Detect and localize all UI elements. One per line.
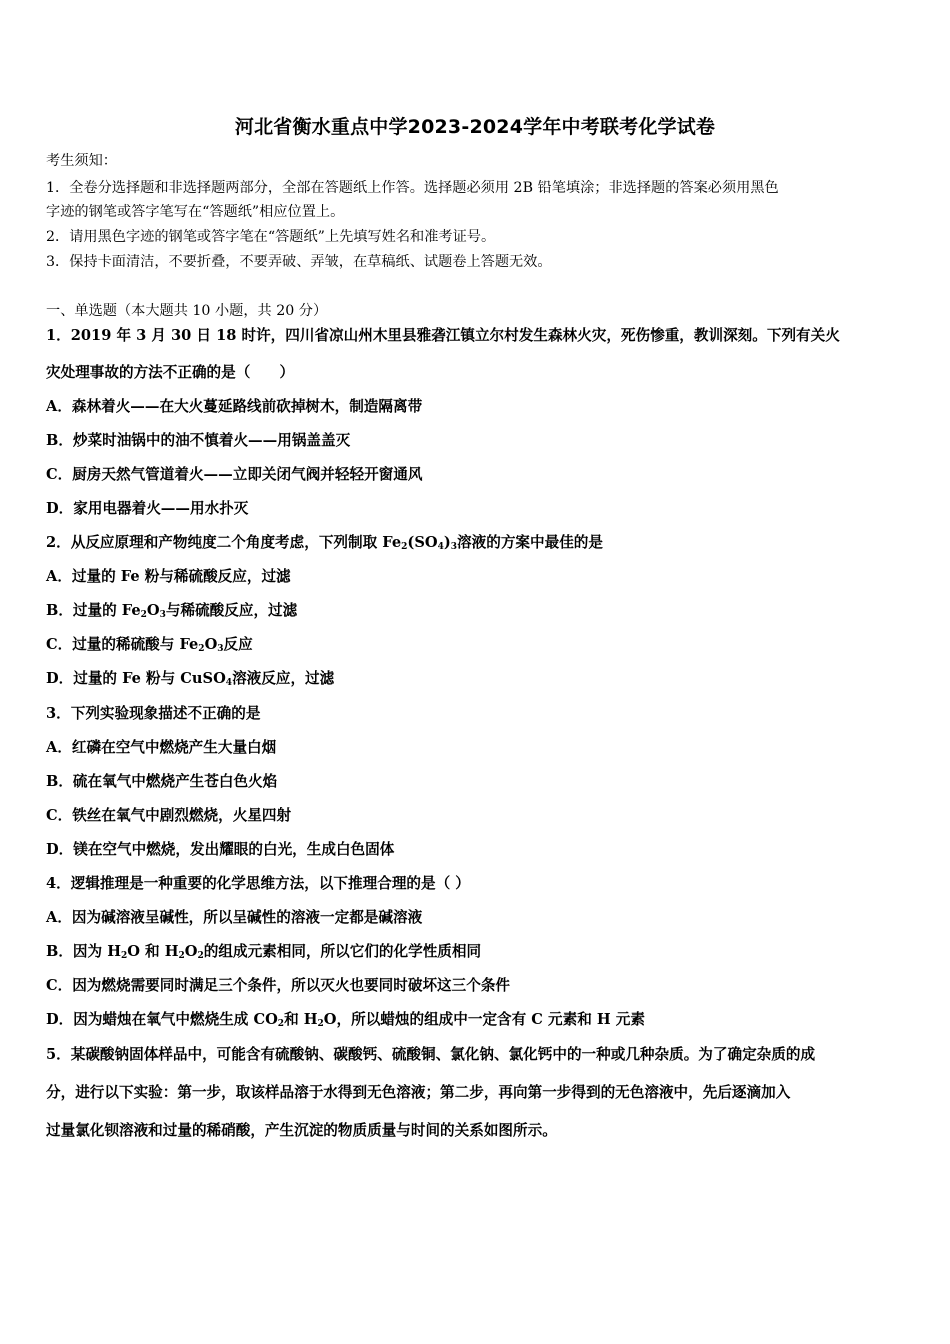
q4-option-c: C．因为燃烧需要同时满足三个条件，所以灭火也要同时破坏这三个条件	[46, 977, 511, 994]
notice-heading: 考生须知：	[46, 153, 117, 169]
q3-stem: 3．下列实验现象描述不正确的是	[46, 705, 261, 722]
notice-item-1b: 字迹的钢笔或答字笔写在“答题纸”相应位置上。	[46, 204, 345, 220]
q1-stem-line1: 1．2019 年 3 月 30 日 18 时许，四川省凉山州木里县雅砻江镇立尔村发生森林火灾，死伤惨重，教训深刻。下列有关火	[46, 327, 840, 344]
q2-option-a: A．过量的 Fe 粉与稀硫酸反应，过滤	[46, 568, 291, 585]
notice-item-3: 3．保持卡面清洁，不要折叠，不要弄破、弄皱，在草稿纸、试题卷上答题无效。	[46, 254, 552, 270]
q2-option-b: B．过量的 $Fe_2O_3$与稀硫酸反应，过滤	[46, 602, 298, 620]
q3-option-d: D．镁在空气中燃烧，发出耀眼的白光，生成白色固体	[46, 841, 395, 858]
section-heading: 一、单选题（本大题共 10 小题，共 20 分）	[46, 303, 328, 319]
q4-option-d: D．因为蜡烛在氧气中燃烧生成 $CO_2$和 $H_2O$，所以蜡烛的组成中一定含有 C 元素和 H 元素	[46, 1011, 645, 1029]
q3-option-b: B．硫在氧气中燃烧产生苍白色火焰	[46, 773, 278, 790]
q2-stem: 2．从反应原理和产物纯度二个角度考虑，下列制取 $Fe_2(SO_4)_3$溶液的方案中最佳的是	[46, 534, 603, 552]
q1-stem-line2: 灾处理事故的方法不正确的是（ ）	[46, 364, 295, 381]
q3-option-a: A．红磷在空气中燃烧产生大量白烟	[46, 739, 277, 756]
q5-stem-line2: 分，进行以下实验：第一步，取该样品溶于水得到无色溶液；第二步，再向第一步得到的无色溶液中，先后逐滴加入	[46, 1084, 791, 1101]
notice-item-2: 2．请用黑色字迹的钢笔或答字笔在“答题纸”上先填写姓名和准考证号。	[46, 229, 496, 245]
notice-item-1a: 1．全卷分选择题和非选择题两部分，全部在答题纸上作答。选择题必须用 2B 铅笔填涂；非选择题的答案必须用黑色	[46, 180, 779, 196]
q4-option-a: A．因为碱溶液呈碱性，所以呈碱性的溶液一定都是碱溶液	[46, 909, 423, 926]
q1-option-c: C．厨房天然气管道着火——立即关闭气阀并轻轻开窗通风	[46, 466, 423, 483]
q4-stem: 4．逻辑推理是一种重要的化学思维方法，以下推理合理的是（ ）	[46, 875, 470, 892]
q4-option-b: B．因为 $H_2O$ 和 $H_2O_2$的组成元素相同，所以它们的化学性质相同	[46, 943, 482, 961]
q1-option-b: B．炒菜时油锅中的油不慎着火——用锅盖盖灭	[46, 432, 351, 449]
q5-stem-line3: 过量氯化钡溶液和过量的稀硝酸，产生沉淀的物质质量与时间的关系如图所示。	[46, 1122, 557, 1139]
q3-option-c: C．铁丝在氧气中剧烈燃烧，火星四射	[46, 807, 292, 824]
q2-option-d: D．过量的 Fe 粉与 CuSO$_4$溶液反应，过滤	[46, 670, 335, 688]
q1-option-d: D．家用电器着火——用水扑灭	[46, 500, 249, 517]
q1-option-a: A．森林着火——在大火蔓延路线前砍掉树木，制造隔离带	[46, 398, 423, 415]
page-title: 河北省衡水重点中学2023-2024学年中考联考化学试卷	[234, 116, 716, 138]
q2-option-c: C．过量的稀硫酸与 $Fe_2O_3$反应	[46, 636, 253, 654]
q5-stem-line1: 5．某碳酸钠固体样品中，可能含有硫酸钠、碳酸钙、硫酸铜、氯化钠、氯化钙中的一种或几种杂质。为了确定杂质的成	[46, 1046, 816, 1063]
